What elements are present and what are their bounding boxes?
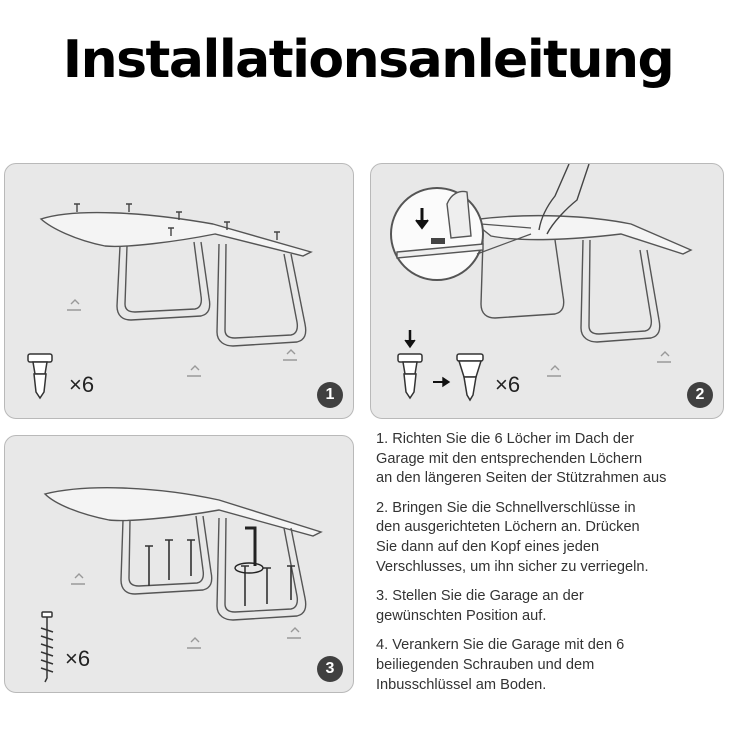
step-badge: 2 [687, 382, 713, 408]
step-2-text: 2. Bringen Sie die Schnellverschlüsse in den ausgerichteten Löchern an. Drücken Sie dann auf den Kopf eines jeden Verschlusses, um ihn sicher zu verriegeln. [376, 499, 649, 575]
step-4-text: 4. Verankern Sie die Garage mit den 6 beiliegenden Schrauben und dem Inbusschlüssel am Boden. [376, 637, 625, 693]
step-3-text: 3. Stellen Sie die Garage an der gewünschten Position auf. [376, 588, 584, 624]
step-badge: 1 [317, 382, 343, 408]
instruction-steps [376, 430, 732, 705]
part-count: ×6 [69, 372, 95, 397]
step-1-drawing [5, 164, 353, 418]
step-badge: 3 [317, 656, 343, 682]
part-count: ×6 [495, 372, 521, 397]
step-1-text: 1. Richten Sie die 6 Löcher im Dach der Garage mit den entsprechenden Löchern an den längeren Seiten der Stützrahmen aus [376, 431, 667, 487]
part-count: ×6 [65, 646, 91, 671]
step-3-drawing [5, 436, 353, 692]
page-title: Installationsanleitung [62, 30, 674, 90]
step-2-illustration [370, 163, 724, 419]
step-3-illustration [4, 435, 354, 693]
step-1-illustration [4, 163, 354, 419]
